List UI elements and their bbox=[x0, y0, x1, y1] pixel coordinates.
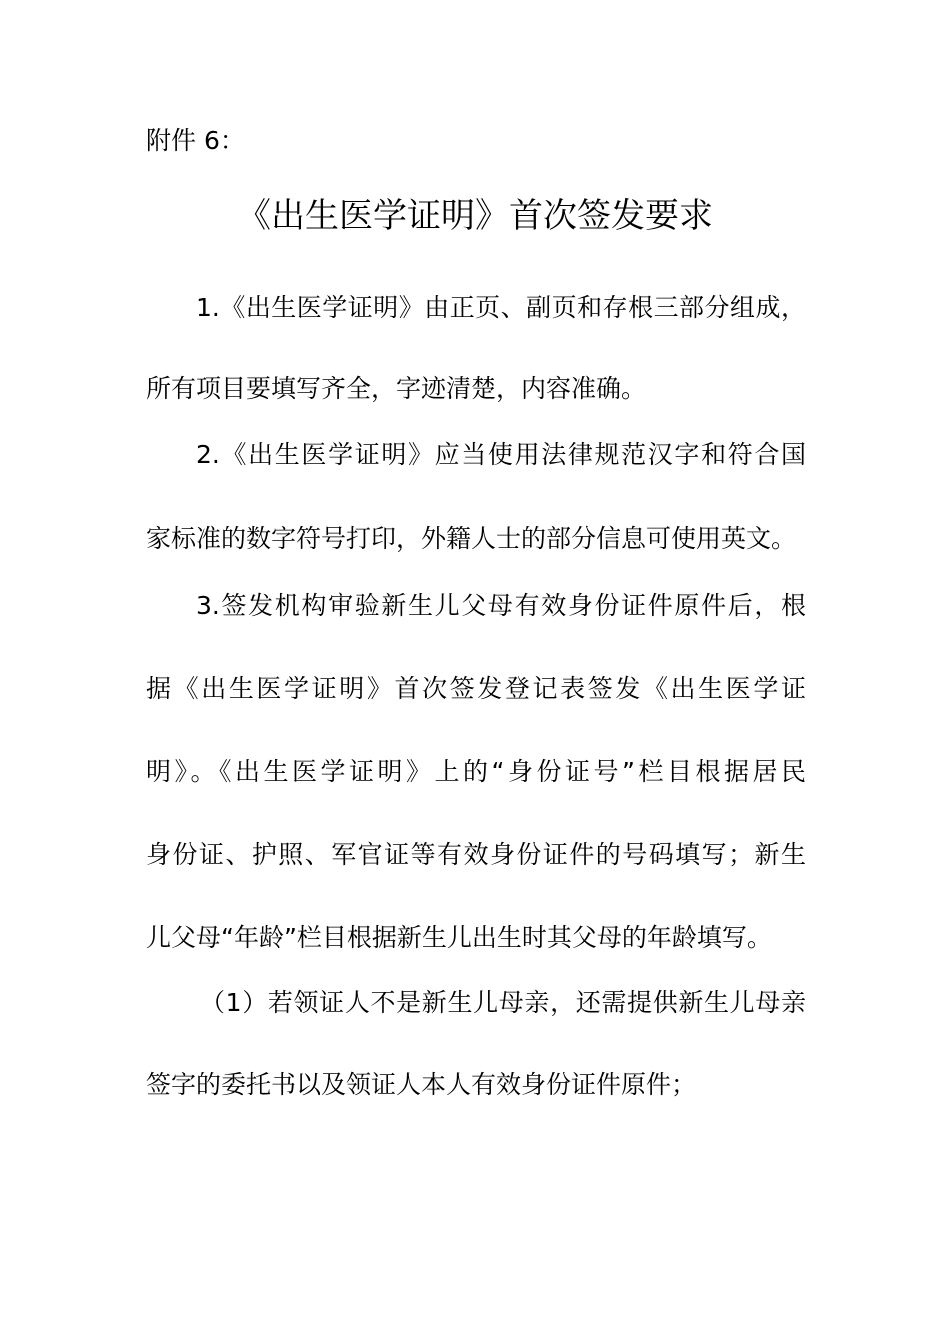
paragraph-4-line-2: 签字的委托书以及领证人本人有效身份证件原件； bbox=[146, 1070, 697, 1099]
paragraph-3-line-1: 3.签发机构审验新生儿父母有效身份证件原件后，根 bbox=[196, 591, 806, 620]
paragraph-1-line-2: 所有项目要填写齐全，字迹清楚，内容准确。 bbox=[146, 374, 647, 403]
paragraph-2-line-1: 2.《出生医学证明》应当使用法律规范汉字和符合国 bbox=[196, 440, 806, 469]
paragraph-3-line-5: 儿父母“年龄”栏目根据新生儿出生时其父母的年龄填写。 bbox=[146, 923, 772, 952]
paragraph-3-line-3: 明》。《出生医学证明》上的“身份证号”栏目根据居民 bbox=[146, 757, 806, 786]
paragraph-3-line-2: 据《出生医学证明》首次签发登记表签发《出生医学证 bbox=[146, 674, 806, 703]
attachment-label: 附件 6： bbox=[146, 126, 245, 155]
paragraph-4-line-1: （1）若领证人不是新生儿母亲，还需提供新生儿母亲 bbox=[200, 988, 806, 1017]
paragraph-3-line-4: 身份证、护照、军官证等有效身份证件的号码填写；新生 bbox=[146, 840, 806, 869]
document-title: 《出生医学证明》首次签发要求 bbox=[237, 196, 713, 236]
paragraph-2-line-2: 家标准的数字符号打印，外籍人士的部分信息可使用英文。 bbox=[146, 524, 797, 553]
paragraph-1-line-1: 1.《出生医学证明》由正页、副页和存根三部分组成， bbox=[196, 293, 806, 322]
